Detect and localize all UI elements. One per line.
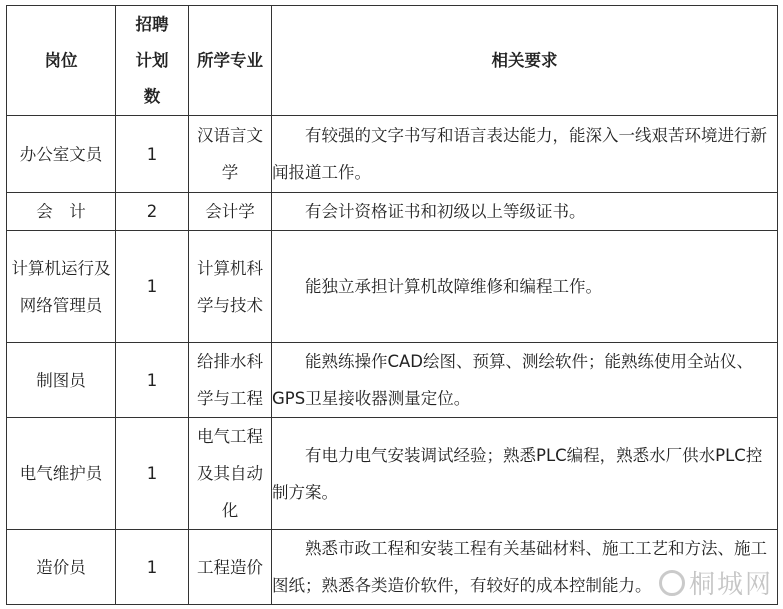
table-row [7, 418, 778, 530]
count-cell: 2 [116, 193, 189, 231]
requirement-cell: 能熟练操作CAD绘图、预算、测绘软件；能熟练使用全站仪、GPS卫星接收器测量定位。 [272, 343, 778, 418]
position-cell: 制图员 [7, 343, 116, 418]
header-plan-line3: 数 [143, 86, 161, 106]
count-cell: 1 [116, 116, 189, 193]
requirement-cell: 有电力电气安装调试经验；熟悉PLC编程，熟悉水厂供水PLC控制方案。 [272, 418, 778, 530]
header-row [7, 6, 778, 116]
header-requirements: 相关要求 [272, 6, 778, 116]
header-plan-line2: 计划 [135, 50, 169, 70]
position-cell: 造价员 [7, 530, 116, 605]
table-row [7, 231, 778, 343]
position-cell: 电气维护员 [7, 418, 116, 530]
major-cell: 汉语言文学 [189, 116, 272, 193]
major-cell: 会计学 [189, 193, 272, 231]
header-plan-line1: 招聘 [135, 14, 169, 34]
watermark-text: 桐城网 [688, 570, 773, 600]
position-cell: 会 计 [7, 193, 116, 231]
major-cell: 给排水科学与工程 [189, 343, 272, 418]
major-cell: 工程造价 [189, 530, 272, 605]
table-row [7, 116, 778, 193]
requirement-cell: 有会计资格证书和初级以上等级证书。 [272, 193, 778, 231]
table-row [7, 193, 778, 231]
header-position: 岗位 [7, 6, 116, 116]
count-cell: 1 [116, 530, 189, 605]
count-cell: 1 [116, 343, 189, 418]
count-cell: 1 [116, 231, 189, 343]
position-cell: 办公室文员 [7, 116, 116, 193]
major-cell: 电气工程及其自动化 [189, 418, 272, 530]
header-plan-count [116, 6, 189, 116]
table-row [7, 343, 778, 418]
position-cell: 计算机运行及网络管理员 [7, 231, 116, 343]
header-major: 所学专业 [189, 6, 272, 116]
requirement-cell: 有较强的文字书写和语言表达能力，能深入一线艰苦环境进行新闻报道工作。 [272, 116, 778, 193]
requirement-cell: 能独立承担计算机故障维修和编程工作。 [272, 231, 778, 343]
table-row [7, 530, 778, 605]
requirement-cell: 熟悉市政工程和安装工程有关基础材料、施工工艺和方法、施工图纸；熟悉各类造价软件，有较好的成本控制能力。 [272, 530, 778, 605]
recruitment-table [6, 5, 778, 605]
major-cell: 计算机科学与技术 [189, 231, 272, 343]
count-cell: 1 [116, 418, 189, 530]
